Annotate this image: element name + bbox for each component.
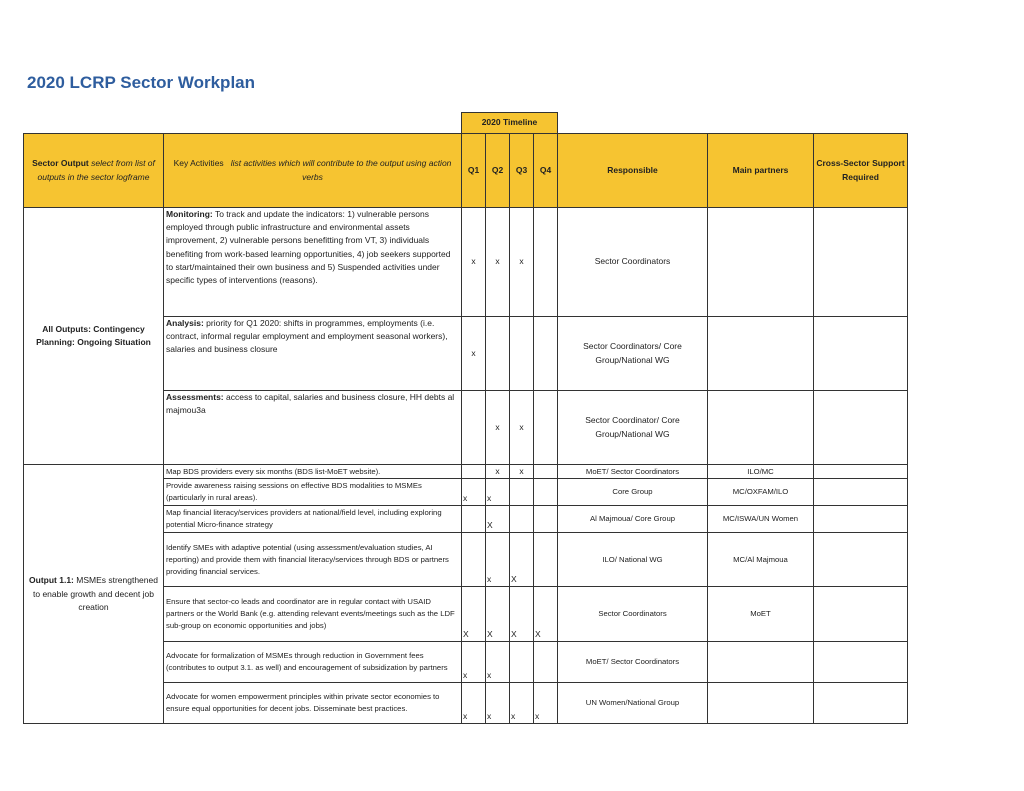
- header-main-partners: Main partners: [708, 134, 814, 208]
- q4-mark: [534, 533, 558, 587]
- partners-cell: MoET: [708, 587, 814, 642]
- q1-mark: x: [462, 642, 486, 683]
- q3-mark: x: [510, 391, 534, 465]
- partners-cell: MC/OXFAM/ILO: [708, 479, 814, 506]
- q3-mark: X: [510, 533, 534, 587]
- header-q2: Q2: [486, 134, 510, 208]
- activity-cell: [164, 208, 462, 317]
- q1-mark: x: [462, 479, 486, 506]
- cross-sector-cell: [814, 683, 908, 724]
- cross-sector-cell: [814, 465, 908, 479]
- cross-sector-cell: [814, 479, 908, 506]
- q2-mark: x: [486, 208, 510, 317]
- header-key-activities-note: list activities which will contribute to the output using action verbs: [230, 158, 452, 182]
- q4-mark: [534, 208, 558, 317]
- q2-mark: x: [486, 465, 510, 479]
- q1-mark: x: [462, 683, 486, 724]
- activity-cell: [164, 317, 462, 391]
- responsible-cell: Sector Coordinator/ Core Group/National WG: [558, 391, 708, 465]
- activity-cell: Map BDS providers every six months (BDS list-MoET website).: [164, 465, 462, 479]
- q2-mark: [486, 317, 510, 391]
- q2-mark: x: [486, 479, 510, 506]
- table-row: [24, 208, 908, 317]
- q1-mark: x: [462, 317, 486, 391]
- q3-mark: x: [510, 208, 534, 317]
- partners-cell: ILO/MC: [708, 465, 814, 479]
- activity-cell: Identify SMEs with adaptive potential (using assessment/evaluation studies, AI reporting) and provide them with financial literacy/services through BDS or partners providing financial services.: [164, 533, 462, 587]
- q2-mark: x: [486, 683, 510, 724]
- header-sector-output-label: Sector Output: [32, 158, 89, 169]
- responsible-cell: MoET/ Sector Coordinators: [558, 465, 708, 479]
- activity-text: priority for Q1 2020: shifts in programmes, employments (i.e. contract, informal regular employment and employment seasonal workers), salaries and business closure: [166, 318, 448, 355]
- header-sector-output-note: select from list of outputs in the sector logframe: [37, 158, 155, 182]
- q2-mark: X: [486, 587, 510, 642]
- header-cross-sector: Cross-Sector Support Required: [814, 134, 908, 208]
- cross-sector-cell: [814, 587, 908, 642]
- q4-mark: [534, 391, 558, 465]
- q2-mark: x: [486, 391, 510, 465]
- partners-cell: MC/ISWA/UN Women: [708, 506, 814, 533]
- q4-mark: [534, 506, 558, 533]
- output-cell-1-1: [24, 465, 164, 724]
- q2-mark: x: [486, 533, 510, 587]
- q3-mark: x: [510, 465, 534, 479]
- q3-mark: [510, 506, 534, 533]
- activity-label: Analysis:: [166, 318, 204, 328]
- cross-sector-cell: [814, 208, 908, 317]
- q4-mark: [534, 465, 558, 479]
- workplan-table: [23, 112, 908, 724]
- q4-mark: [534, 642, 558, 683]
- q1-mark: x: [462, 208, 486, 317]
- q2-mark: x: [486, 642, 510, 683]
- activity-cell: Advocate for women empowerment principles within private sector economies to ensure equal opportunities for decent jobs. Disseminate best practices.: [164, 683, 462, 724]
- output-cell-contingency: All Outputs: Contingency Planning: Ongoing Situation: [24, 208, 164, 465]
- cross-sector-cell: [814, 533, 908, 587]
- responsible-cell: ILO/ National WG: [558, 533, 708, 587]
- q3-mark: [510, 317, 534, 391]
- q4-mark: X: [534, 587, 558, 642]
- q4-mark: x: [534, 683, 558, 724]
- header-q4: Q4: [534, 134, 558, 208]
- q3-mark: [510, 642, 534, 683]
- partners-cell: [708, 317, 814, 391]
- timeline-header: 2020 Timeline: [462, 113, 558, 134]
- cross-sector-cell: [814, 642, 908, 683]
- cross-sector-cell: [814, 506, 908, 533]
- responsible-cell: MoET/ Sector Coordinators: [558, 642, 708, 683]
- header-key-activities: [164, 134, 462, 208]
- page-title: 2020 LCRP Sector Workplan: [27, 73, 256, 92]
- q2-mark: X: [486, 506, 510, 533]
- activity-text: access to capital, salaries and business closure, HH debts al majmou3a: [166, 392, 455, 416]
- q3-mark: X: [510, 587, 534, 642]
- header-q3: Q3: [510, 134, 534, 208]
- responsible-cell: Sector Coordinators: [558, 587, 708, 642]
- responsible-cell: Al Majmoua/ Core Group: [558, 506, 708, 533]
- header-responsible: Responsible: [558, 134, 708, 208]
- activity-cell: Map financial literacy/services providers at national/field level, including exploring potential Micro-finance strategy: [164, 506, 462, 533]
- header-sector-output: [24, 134, 164, 208]
- activity-cell: Advocate for formalization of MSMEs through reduction in Government fees (contributes to output 3.1. as well) and encouragement of subsidization by partners: [164, 642, 462, 683]
- column-header-row: [24, 134, 908, 208]
- q1-mark: [462, 465, 486, 479]
- output-label: Output 1.1:: [29, 575, 74, 586]
- cross-sector-cell: [814, 391, 908, 465]
- activity-label: Assessments:: [166, 392, 224, 402]
- activity-cell: Ensure that sector-co leads and coordinator are in regular contact with USAID partners or the World Bank (e.g. attending relevant events/meetings such as the LDF sub-group on economic opportunities and jobs): [164, 587, 462, 642]
- responsible-cell: Core Group: [558, 479, 708, 506]
- header-q1: Q1: [462, 134, 486, 208]
- partners-cell: [708, 683, 814, 724]
- q1-mark: [462, 506, 486, 533]
- q4-mark: [534, 479, 558, 506]
- partners-cell: MC/Al Majmoua: [708, 533, 814, 587]
- q4-mark: [534, 317, 558, 391]
- q1-mark: [462, 533, 486, 587]
- responsible-cell: Sector Coordinators: [558, 208, 708, 317]
- activity-label: Monitoring:: [166, 209, 213, 219]
- timeline-row: [24, 113, 908, 134]
- activity-cell: Provide awareness raising sessions on effective BDS modalities to MSMEs (particularly in rural areas).: [164, 479, 462, 506]
- partners-cell: [708, 391, 814, 465]
- cross-sector-cell: [814, 317, 908, 391]
- responsible-cell: UN Women/National Group: [558, 683, 708, 724]
- table-row: [24, 465, 908, 479]
- q3-mark: [510, 479, 534, 506]
- output-text: MSMEs strengthened to enable growth and decent job creation: [33, 575, 158, 612]
- responsible-cell: Sector Coordinators/ Core Group/National WG: [558, 317, 708, 391]
- q3-mark: x: [510, 683, 534, 724]
- q1-mark: X: [462, 587, 486, 642]
- activity-text: To track and update the indicators: 1) vulnerable persons employed through public infrastructure and environmental assets improvement, 2) vulnerable persons benefitting from VT, 3) individuals benefiting from work-based learning opportunities, 4) job seekers supported to start/maintained their own business and 5) Suspended activities under specific types of interventions (reasons).: [166, 209, 451, 285]
- partners-cell: [708, 642, 814, 683]
- activity-cell: [164, 391, 462, 465]
- header-key-activities-label: Key Activities: [173, 158, 224, 169]
- partners-cell: [708, 208, 814, 317]
- q1-mark: [462, 391, 486, 465]
